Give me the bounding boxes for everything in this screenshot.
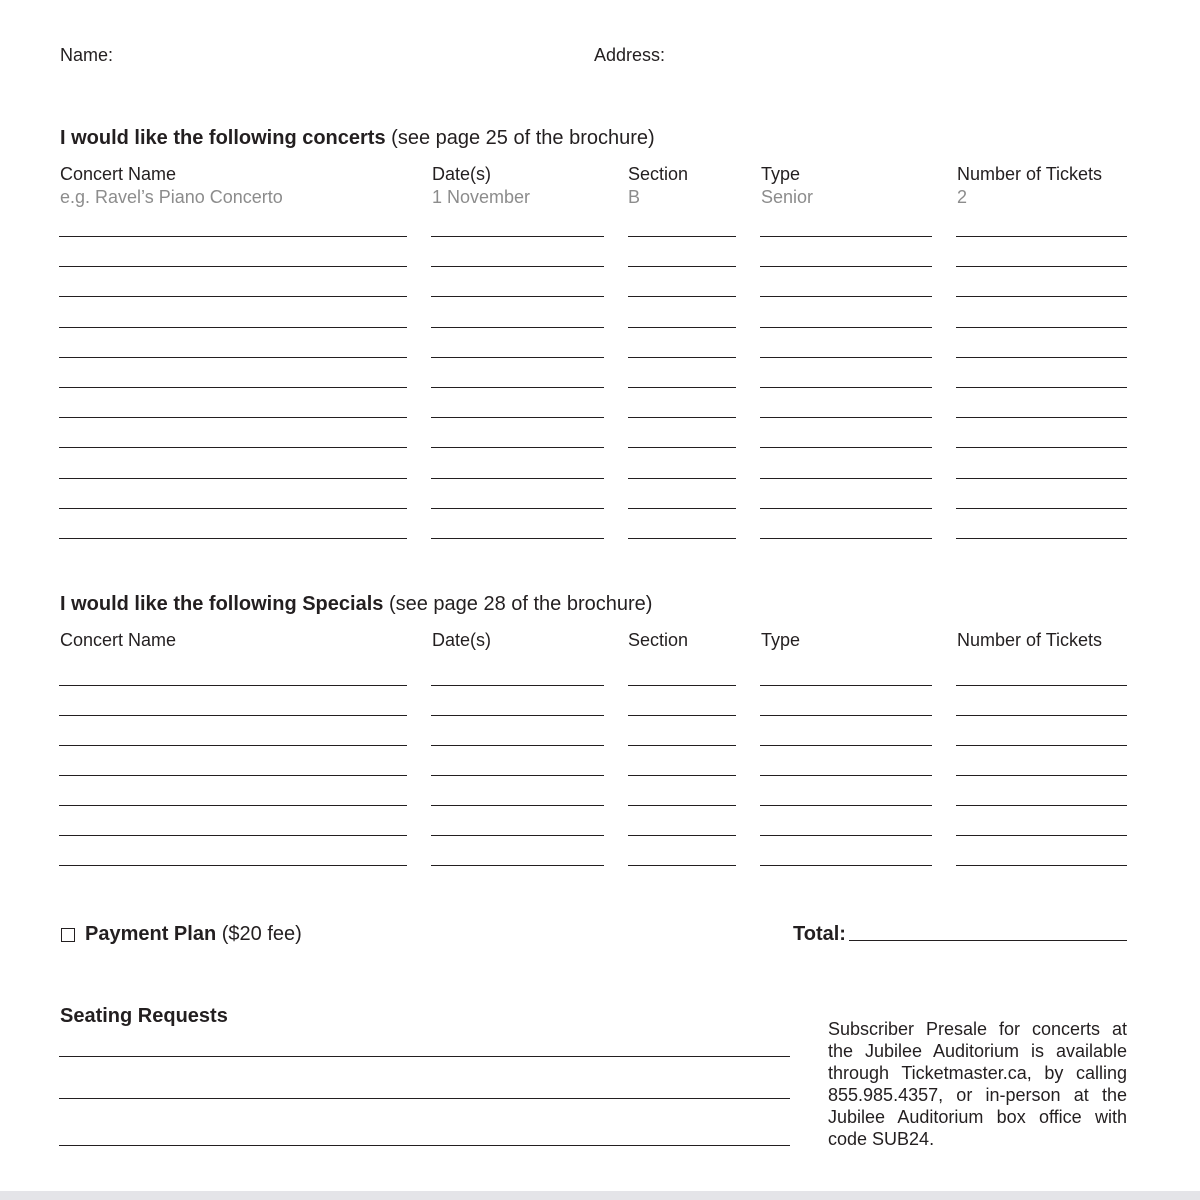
specials-col-type: Type — [761, 630, 801, 650]
concerts-col-dates: Date(s) — [432, 164, 492, 184]
concerts-concert-name-input-line[interactable] — [59, 357, 407, 358]
concerts-section-input-line[interactable] — [628, 266, 736, 267]
specials-concert-name-input-line[interactable] — [59, 685, 407, 686]
specials-title-bold: I would like the following Specials — [60, 593, 384, 615]
concerts-number-of-tickets-input-line[interactable] — [956, 357, 1127, 358]
specials-dates-input-line[interactable] — [431, 835, 604, 836]
concerts-type-input-line[interactable] — [760, 508, 932, 509]
page-footer-bar — [0, 1191, 1200, 1200]
concerts-dates-input-line[interactable] — [431, 447, 604, 448]
concerts-number-of-tickets-input-line[interactable] — [956, 387, 1127, 388]
concerts-concert-name-input-line[interactable] — [59, 447, 407, 448]
specials-type-input-line[interactable] — [760, 835, 932, 836]
specials-number-of-tickets-input-line[interactable] — [956, 835, 1127, 836]
specials-type-input-line[interactable] — [760, 775, 932, 776]
concerts-section-input-line[interactable] — [628, 447, 736, 448]
concerts-col-type: Type — [761, 164, 801, 184]
specials-concert-name-input-line[interactable] — [59, 715, 407, 716]
specials-dates-input-line[interactable] — [431, 775, 604, 776]
presale-note: Subscriber Presale for concerts at the Jubilee Auditorium is available through Ticketmaster.ca, by calling 855.985.4357, or in-person at the Jubilee Auditorium box office with code SUB24. — [828, 1019, 1127, 1149]
concerts-dates-input-line[interactable] — [431, 357, 604, 358]
concerts-concert-name-input-line[interactable] — [59, 538, 407, 539]
concerts-section-input-line[interactable] — [628, 296, 736, 297]
concerts-section-input-line[interactable] — [628, 327, 736, 328]
specials-type-input-line[interactable] — [760, 865, 932, 866]
concerts-concert-name-input-line[interactable] — [59, 296, 407, 297]
specials-col-concert-name: Concert Name — [60, 630, 177, 650]
concerts-col-number-of-tickets: Number of Tickets — [957, 164, 1103, 184]
specials-col-number-of-tickets: Number of Tickets — [957, 630, 1103, 650]
concerts-title-bold: I would like the following concerts — [60, 127, 386, 149]
concerts-type-input-line[interactable] — [760, 538, 932, 539]
concerts-number-of-tickets-input-line[interactable] — [956, 538, 1127, 539]
specials-dates-input-line[interactable] — [431, 865, 604, 866]
concerts-number-of-tickets-input-line[interactable] — [956, 447, 1127, 448]
specials-col-dates: Date(s) — [432, 630, 492, 650]
payment-plan-label-bold: Payment Plan — [85, 923, 217, 945]
total-label: Total: — [793, 923, 846, 945]
payment-plan-label — [85, 923, 302, 946]
specials-number-of-tickets-input-line[interactable] — [956, 805, 1127, 806]
concerts-dates-input-line[interactable] — [431, 478, 604, 479]
concerts-section-input-line[interactable] — [628, 357, 736, 358]
specials-number-of-tickets-input-line[interactable] — [956, 745, 1127, 746]
specials-concert-name-input-line[interactable] — [59, 805, 407, 806]
concerts-type-input-line[interactable] — [760, 478, 932, 479]
specials-dates-input-line[interactable] — [431, 805, 604, 806]
address-label: Address: — [594, 45, 666, 65]
specials-col-section: Section — [628, 630, 689, 650]
concerts-number-of-tickets-input-line[interactable] — [956, 327, 1127, 328]
concerts-section-input-line[interactable] — [628, 508, 736, 509]
concerts-section-input-line[interactable] — [628, 538, 736, 539]
concerts-dates-input-line[interactable] — [431, 236, 604, 237]
concerts-example-date: 1 November — [432, 187, 531, 207]
total-input-line[interactable] — [849, 940, 1127, 941]
specials-number-of-tickets-input-line[interactable] — [956, 685, 1127, 686]
concerts-dates-input-line[interactable] — [431, 387, 604, 388]
seating-request-line[interactable] — [59, 1145, 790, 1146]
specials-dates-input-line[interactable] — [431, 685, 604, 686]
concerts-number-of-tickets-input-line[interactable] — [956, 508, 1127, 509]
concerts-type-input-line[interactable] — [760, 387, 932, 388]
specials-type-input-line[interactable] — [760, 685, 932, 686]
concerts-number-of-tickets-input-line[interactable] — [956, 417, 1127, 418]
specials-concert-name-input-line[interactable] — [59, 775, 407, 776]
concerts-section-input-line[interactable] — [628, 387, 736, 388]
concerts-dates-input-line[interactable] — [431, 266, 604, 267]
concerts-type-input-line[interactable] — [760, 357, 932, 358]
seating-request-line[interactable] — [59, 1056, 790, 1057]
specials-dates-input-line[interactable] — [431, 745, 604, 746]
concerts-col-section: Section — [628, 164, 689, 184]
specials-section-input-line[interactable] — [628, 775, 736, 776]
concerts-concert-name-input-line[interactable] — [59, 478, 407, 479]
specials-dates-input-line[interactable] — [431, 715, 604, 716]
specials-type-input-line[interactable] — [760, 805, 932, 806]
concerts-type-input-line[interactable] — [760, 327, 932, 328]
specials-concert-name-input-line[interactable] — [59, 835, 407, 836]
specials-number-of-tickets-input-line[interactable] — [956, 775, 1127, 776]
concerts-type-input-line[interactable] — [760, 447, 932, 448]
concerts-dates-input-line[interactable] — [431, 296, 604, 297]
concerts-number-of-tickets-input-line[interactable] — [956, 236, 1127, 237]
concerts-dates-input-line[interactable] — [431, 508, 604, 509]
concerts-section-input-line[interactable] — [628, 478, 736, 479]
specials-concert-name-input-line[interactable] — [59, 865, 407, 866]
concerts-dates-input-line[interactable] — [431, 327, 604, 328]
specials-section-input-line[interactable] — [628, 805, 736, 806]
specials-section-input-line[interactable] — [628, 745, 736, 746]
concerts-example-type: Senior — [761, 187, 814, 207]
concerts-concert-name-input-line[interactable] — [59, 508, 407, 509]
concerts-number-of-tickets-input-line[interactable] — [956, 296, 1127, 297]
concerts-number-of-tickets-input-line[interactable] — [956, 266, 1127, 267]
concerts-type-input-line[interactable] — [760, 417, 932, 418]
specials-section-input-line[interactable] — [628, 715, 736, 716]
concerts-example-section: B — [628, 187, 641, 207]
concerts-concert-name-input-line[interactable] — [59, 417, 407, 418]
concerts-type-input-line[interactable] — [760, 296, 932, 297]
specials-number-of-tickets-input-line[interactable] — [956, 865, 1127, 866]
concerts-col-concert-name: Concert Name — [60, 164, 177, 184]
concerts-section-input-line[interactable] — [628, 236, 736, 237]
specials-section-input-line[interactable] — [628, 835, 736, 836]
concerts-number-of-tickets-input-line[interactable] — [956, 478, 1127, 479]
specials-type-input-line[interactable] — [760, 745, 932, 746]
seating-request-line[interactable] — [59, 1098, 790, 1099]
concerts-concert-name-input-line[interactable] — [59, 327, 407, 328]
concerts-dates-input-line[interactable] — [431, 538, 604, 539]
payment-plan-checkbox[interactable] — [61, 928, 75, 942]
concerts-concert-name-input-line[interactable] — [59, 387, 407, 388]
payment-plan-fee: ($20 fee) — [221, 923, 302, 945]
concerts-concert-name-input-line[interactable] — [59, 266, 407, 267]
seating-requests-label: Seating Requests — [60, 1005, 228, 1027]
specials-section-input-line[interactable] — [628, 865, 736, 866]
concerts-example-number-of-tickets: 2 — [957, 187, 968, 207]
concerts-type-input-line[interactable] — [760, 266, 932, 267]
specials-section-title — [60, 593, 652, 616]
concerts-example-concert-name: e.g. Ravel’s Piano Concerto — [60, 187, 283, 207]
concerts-section-input-line[interactable] — [628, 417, 736, 418]
concerts-concert-name-input-line[interactable] — [59, 236, 407, 237]
specials-concert-name-input-line[interactable] — [59, 745, 407, 746]
concerts-dates-input-line[interactable] — [431, 417, 604, 418]
specials-number-of-tickets-input-line[interactable] — [956, 715, 1127, 716]
concerts-title-note: (see page 25 of the brochure) — [391, 127, 655, 149]
specials-section-input-line[interactable] — [628, 685, 736, 686]
concerts-type-input-line[interactable] — [760, 236, 932, 237]
specials-title-note: (see page 28 of the brochure) — [388, 593, 653, 615]
specials-type-input-line[interactable] — [760, 715, 932, 716]
name-label: Name: — [60, 45, 114, 65]
concerts-section-title — [60, 127, 655, 150]
